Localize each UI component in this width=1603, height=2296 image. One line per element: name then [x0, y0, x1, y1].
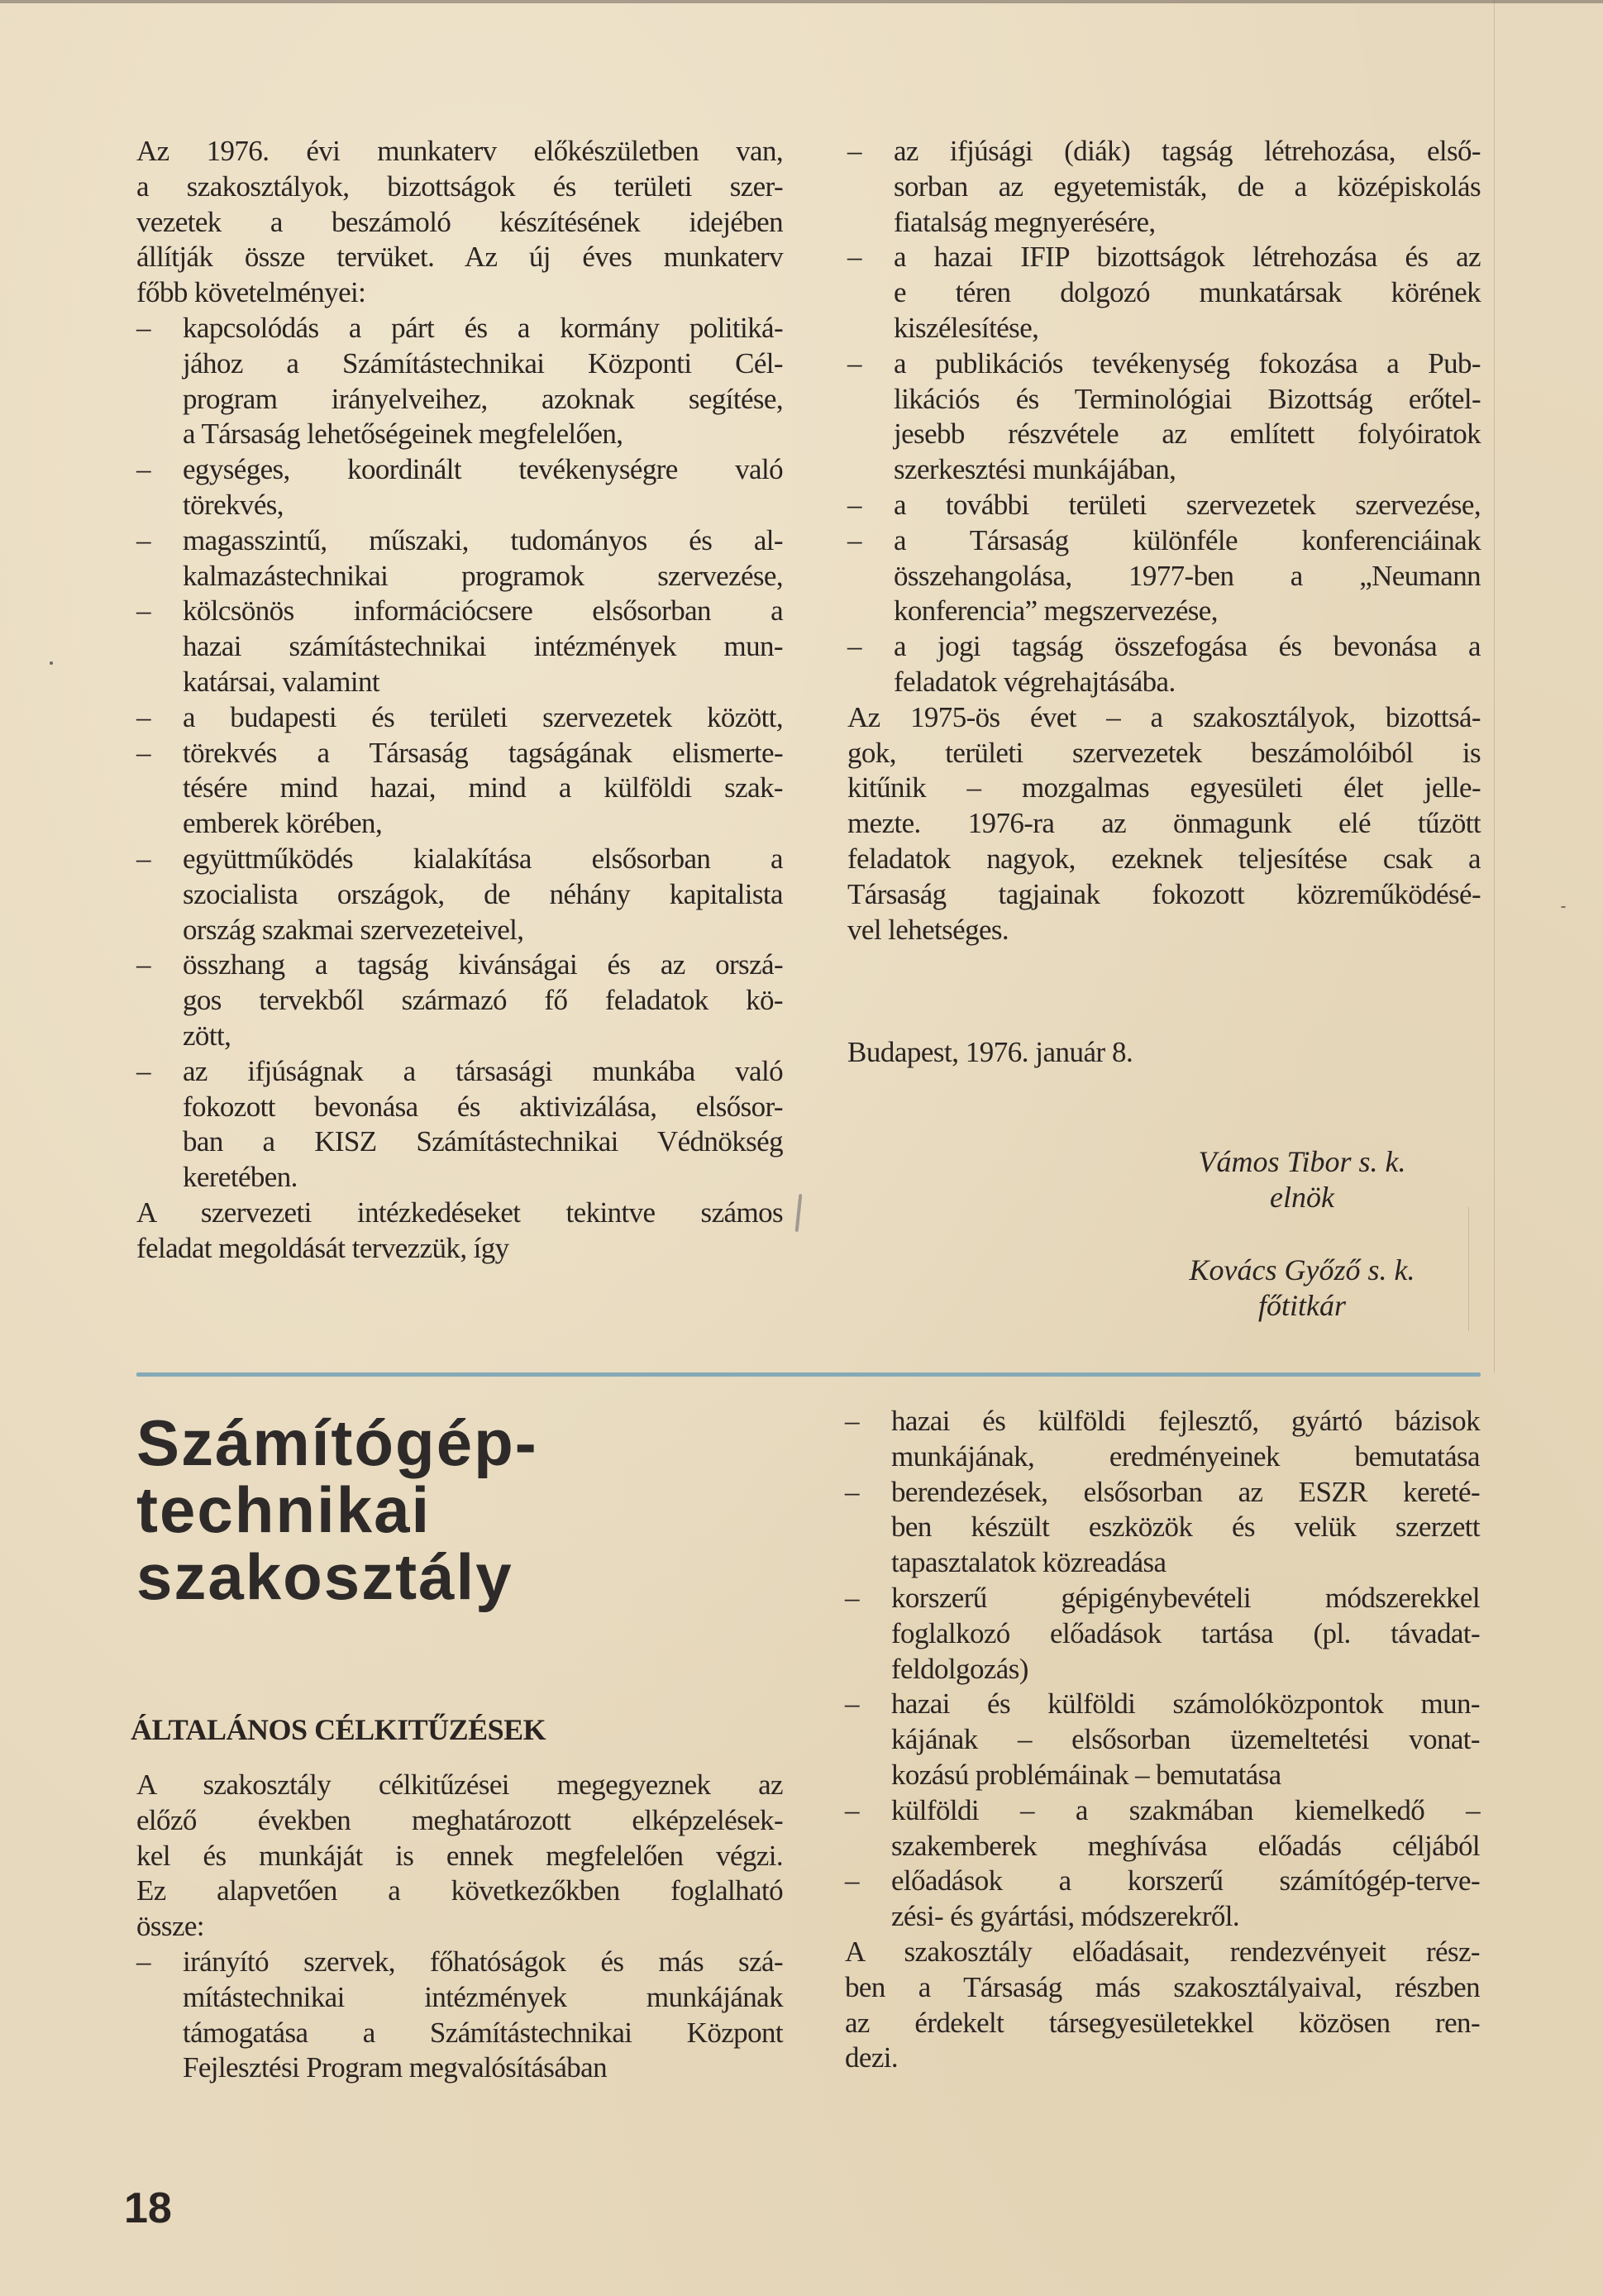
- paragraph-line: kitűnik – mozgalmas egyesületi élet jelle-: [847, 771, 1481, 804]
- list-item-continuation: likációs és Terminológiai Bizottság erőtel-: [894, 382, 1481, 415]
- bullet-dash: –: [847, 523, 861, 556]
- list-item-line: [845, 1793, 1480, 1829]
- list-item-line: [136, 594, 783, 629]
- bullet-dash: –: [847, 630, 861, 663]
- list-item-continuation: jához a Számítástechnikai Központi Cél-: [183, 346, 783, 379]
- paragraph-line: mezte. 1976-ra az önmagunk elé tűzött: [847, 807, 1481, 840]
- bullet-dash: –: [136, 311, 150, 344]
- list-item-continuation: kalmazástechnikai programok szervezése,: [183, 559, 783, 592]
- speck: [50, 661, 53, 665]
- paragraph-line: előző években meghatározott elképzelések-: [136, 1803, 783, 1836]
- paragraph-line: az érdekelt társegyesületekkel közösen ren-: [845, 2006, 1480, 2039]
- line-text: az ifjúságnak a társasági munkába való: [183, 1054, 783, 1087]
- list-item-line: [847, 134, 1481, 169]
- list-item-continuation: sorban az egyetemisták, de a középiskolás: [894, 169, 1481, 203]
- paragraph-line: vezetek a beszámoló készítésének idejében: [136, 205, 783, 238]
- top-right-column: [847, 134, 1481, 948]
- line-text: hazai és külföldi fejlesztő, gyártó bázisok: [891, 1405, 1480, 1437]
- line-text: kölcsönös információcsere elsősorban a: [183, 594, 783, 628]
- bullet-dash: –: [136, 842, 150, 875]
- bullet-dash: –: [136, 736, 150, 769]
- list-item-line: [847, 346, 1481, 382]
- list-item-continuation: ban a KISZ Számítástechnikai Védnökség: [183, 1125, 783, 1158]
- list-item-line: [136, 948, 783, 983]
- list-item-continuation: kájának – elsősorban üzemeltetési vonat-: [891, 1723, 1480, 1756]
- list-item-continuation: zött,: [183, 1019, 231, 1052]
- paragraph-line: vel lehetséges.: [847, 913, 1009, 946]
- list-item-line: [136, 1945, 783, 1980]
- bullet-dash: –: [136, 948, 150, 981]
- section-title: [136, 1406, 538, 1613]
- list-item-line: [136, 1054, 783, 1090]
- paper-crease: [1494, 0, 1495, 1372]
- line-text: külföldi – a szakmában kiemelkedő –: [891, 1793, 1480, 1826]
- bullet-dash: –: [847, 135, 861, 167]
- place-and-date: Budapest, 1976. január 8.: [847, 1036, 1133, 1068]
- list-item-continuation: munkájának, eredményeinek bemutatása: [891, 1439, 1480, 1473]
- list-item-continuation: mítástechnikai intézmények munkájának: [183, 1980, 783, 2013]
- paragraph-line: főbb követelményei:: [136, 276, 366, 309]
- list-item-continuation: szerkesztési munkájában,: [894, 453, 1176, 486]
- paragraph-line: dezi.: [845, 2041, 899, 2074]
- bullet-dash: –: [847, 241, 861, 274]
- bullet-dash: –: [136, 523, 150, 556]
- list-item-continuation: kozású problémáinak – bemutatása: [891, 1758, 1281, 1791]
- paragraph-line: A szakosztály célkitűzései megegyeznek az: [136, 1769, 783, 1801]
- line-text: a hazai IFIP bizottságok létrehozása és az: [894, 241, 1481, 274]
- list-item-continuation: szocialista országok, de néhány kapitalista: [183, 877, 783, 910]
- list-item-line: [845, 1475, 1480, 1511]
- bullet-dash: –: [847, 346, 861, 379]
- list-item-continuation: katársai, valamint: [183, 665, 379, 698]
- paragraph-line: feladatok nagyok, ezeknek teljesítése csak a: [847, 842, 1481, 875]
- list-item-continuation: e téren dolgozó munkatársak körének: [894, 276, 1481, 309]
- section-title-line-3: szakosztály: [136, 1540, 513, 1613]
- bullet-dash: –: [847, 488, 861, 521]
- line-text: a publikációs tevékenység fokozása a Pub-: [894, 346, 1481, 379]
- bullet-dash: –: [136, 1054, 150, 1087]
- list-item-continuation: ország szakmai szervezeteivel,: [183, 913, 524, 946]
- paragraph-line: gok, területi szervezetek beszámolóiból is: [847, 736, 1481, 769]
- paragraph-line: Társaság tagjainak fokozott közreműködésé-: [847, 877, 1481, 910]
- list-item-line: [845, 1864, 1480, 1899]
- line-text: magasszintű, műszaki, tudományos és al-: [183, 523, 783, 556]
- list-item-line: [136, 700, 783, 736]
- line-text: a további területi szervezetek szervezése,: [894, 488, 1481, 521]
- paragraph-line: össze:: [136, 1910, 204, 1943]
- list-item-continuation: konferencia” megszervezése,: [894, 594, 1218, 628]
- section-separator: [136, 1372, 1481, 1377]
- line-text: korszerű gépigénybevételi módszerekkel: [891, 1581, 1480, 1614]
- section-subheading: ÁLTALÁNOS CÉLKITŰZÉSEK: [131, 1713, 546, 1746]
- list-item-line: [136, 452, 783, 488]
- list-item-line: [847, 629, 1481, 665]
- section-title-line-1: Számítógép-: [136, 1406, 538, 1479]
- paragraph-line: A szakosztály előadásait, rendezvényeit rész-: [845, 1935, 1480, 1968]
- list-item-continuation: feldolgozás): [891, 1652, 1028, 1685]
- list-item-line: [136, 842, 783, 877]
- line-text: törekvés a Társaság tagságának elismerte-: [183, 736, 783, 769]
- line-text: együttműködés kialakítása elsősorban a: [183, 842, 783, 875]
- list-item-continuation: program irányelveihez, azoknak segítése,: [183, 382, 783, 415]
- bottom-left-column: [136, 1768, 783, 2086]
- list-item-line: [845, 1404, 1480, 1439]
- line-text: kapcsolódás a párt és a kormány politiká-: [183, 311, 783, 344]
- bottom-right-column: [845, 1404, 1480, 2076]
- bullet-dash: –: [845, 1864, 859, 1897]
- list-item-line: [136, 523, 783, 559]
- signature-title-president: elnök: [1270, 1181, 1334, 1214]
- list-item-continuation: fiatalság megnyerésére,: [894, 205, 1156, 238]
- list-item-line: [136, 736, 783, 771]
- bullet-dash: –: [845, 1405, 859, 1437]
- line-text: berendezések, elsősorban az ESZR kereté-: [891, 1475, 1480, 1508]
- paragraph-line: feladat megoldását tervezzük, így: [136, 1231, 509, 1264]
- list-item-continuation: emberek körében,: [183, 807, 383, 840]
- list-item-continuation: fokozott bevonása és aktivizálása, elsősor-: [183, 1090, 783, 1123]
- list-item-continuation: tapasztalatok közreadása: [891, 1546, 1166, 1579]
- list-item-continuation: a Társaság lehetőségeinek megfelelően,: [183, 418, 623, 451]
- list-item-continuation: keretében.: [183, 1161, 298, 1194]
- paragraph-line: állítják össze tervüket. Az új éves munkaterv: [136, 241, 783, 274]
- list-item-continuation: feladatok végrehajtásába.: [894, 665, 1176, 698]
- bullet-dash: –: [845, 1581, 859, 1614]
- bullet-dash: –: [845, 1475, 859, 1508]
- page-top-edge: [0, 0, 1603, 3]
- line-text: az ifjúsági (diák) tagság létrehozása, első-: [894, 135, 1481, 167]
- list-item-line: [847, 240, 1481, 275]
- speck: [1561, 906, 1566, 908]
- line-text: előadások a korszerű számítógép-terve-: [891, 1864, 1480, 1897]
- list-item-continuation: szakemberek meghívása előadás céljából: [891, 1829, 1480, 1862]
- line-text: a budapesti és területi szervezetek között,: [183, 700, 783, 733]
- paragraph-line: A szervezeti intézkedéseket tekintve számos: [136, 1196, 783, 1229]
- section-title-line-2: technikai: [136, 1473, 432, 1546]
- list-item-continuation: ben készült eszközök és velük szerzett: [891, 1511, 1480, 1544]
- list-item-line: [847, 488, 1481, 523]
- line-text: hazai és külföldi számolóközpontok mun-: [891, 1687, 1480, 1721]
- line-text: a Társaság különféle konferenciáinak: [894, 523, 1481, 556]
- list-item-continuation: jesebb részvétele az említett folyóiratok: [894, 418, 1481, 451]
- list-item-continuation: zési- és gyártási, módszerekről.: [891, 1900, 1240, 1933]
- list-item-continuation: összehangolása, 1977-ben a „Neumann: [894, 559, 1481, 592]
- paragraph-line: Az 1976. évi munkaterv előkészületben van,: [136, 135, 783, 167]
- bullet-dash: –: [136, 594, 150, 628]
- list-item-line: [845, 1687, 1480, 1722]
- page-number: 18: [124, 2184, 172, 2232]
- paragraph-line: ben a Társaság más szakosztályaival, részben: [845, 1970, 1480, 2003]
- signature-title-secretary: főtitkár: [1258, 1289, 1346, 1322]
- list-item-continuation: gos tervekből származó fő feladatok kö-: [183, 984, 783, 1017]
- paragraph-line: a szakosztályok, bizottságok és területi szer-: [136, 169, 783, 203]
- signature-name-president: Vámos Tibor s. k.: [1198, 1145, 1406, 1178]
- list-item-continuation: támogatása a Számítástechnikai Központ: [183, 2016, 783, 2049]
- list-item-continuation: Fejlesztési Program megvalósításában: [183, 2051, 607, 2084]
- list-item-line: [136, 311, 783, 346]
- bullet-dash: –: [845, 1793, 859, 1826]
- bullet-dash: –: [136, 453, 150, 486]
- paragraph-line: kel és munkáját is ennek megfelelően végzi.: [136, 1839, 783, 1872]
- paragraph-line: Az 1975-ös évet – a szakosztályok, bizottsá-: [847, 700, 1481, 733]
- list-item-continuation: kiszélesítése,: [894, 311, 1039, 344]
- bullet-dash: –: [136, 1945, 150, 1978]
- line-text: irányító szervek, főhatóságok és más szá-: [183, 1945, 783, 1978]
- list-item-continuation: törekvés,: [183, 488, 284, 521]
- top-left-column: [136, 134, 783, 1267]
- list-item-continuation: hazai számítástechnikai intézmények mun-: [183, 630, 783, 663]
- bullet-dash: –: [136, 700, 150, 733]
- pencil-mark: [795, 1194, 803, 1232]
- list-item-line: [847, 523, 1481, 559]
- line-text: a jogi tagság összefogása és bevonása a: [894, 630, 1481, 663]
- list-item-line: [845, 1581, 1480, 1616]
- list-item-continuation: tésére mind hazai, mind a külföldi szak-: [183, 771, 783, 804]
- line-text: összhang a tagság kivánságai és az orszá-: [183, 948, 783, 981]
- list-item-continuation: foglalkozó előadások tartása (pl. távadat-: [891, 1616, 1480, 1649]
- bullet-dash: –: [845, 1687, 859, 1721]
- signature-name-secretary: Kovács Győző s. k.: [1189, 1253, 1415, 1286]
- line-text: egységes, koordinált tevékenységre való: [183, 453, 783, 486]
- paragraph-line: Ez alapvetően a következőkben foglalható: [136, 1874, 783, 1907]
